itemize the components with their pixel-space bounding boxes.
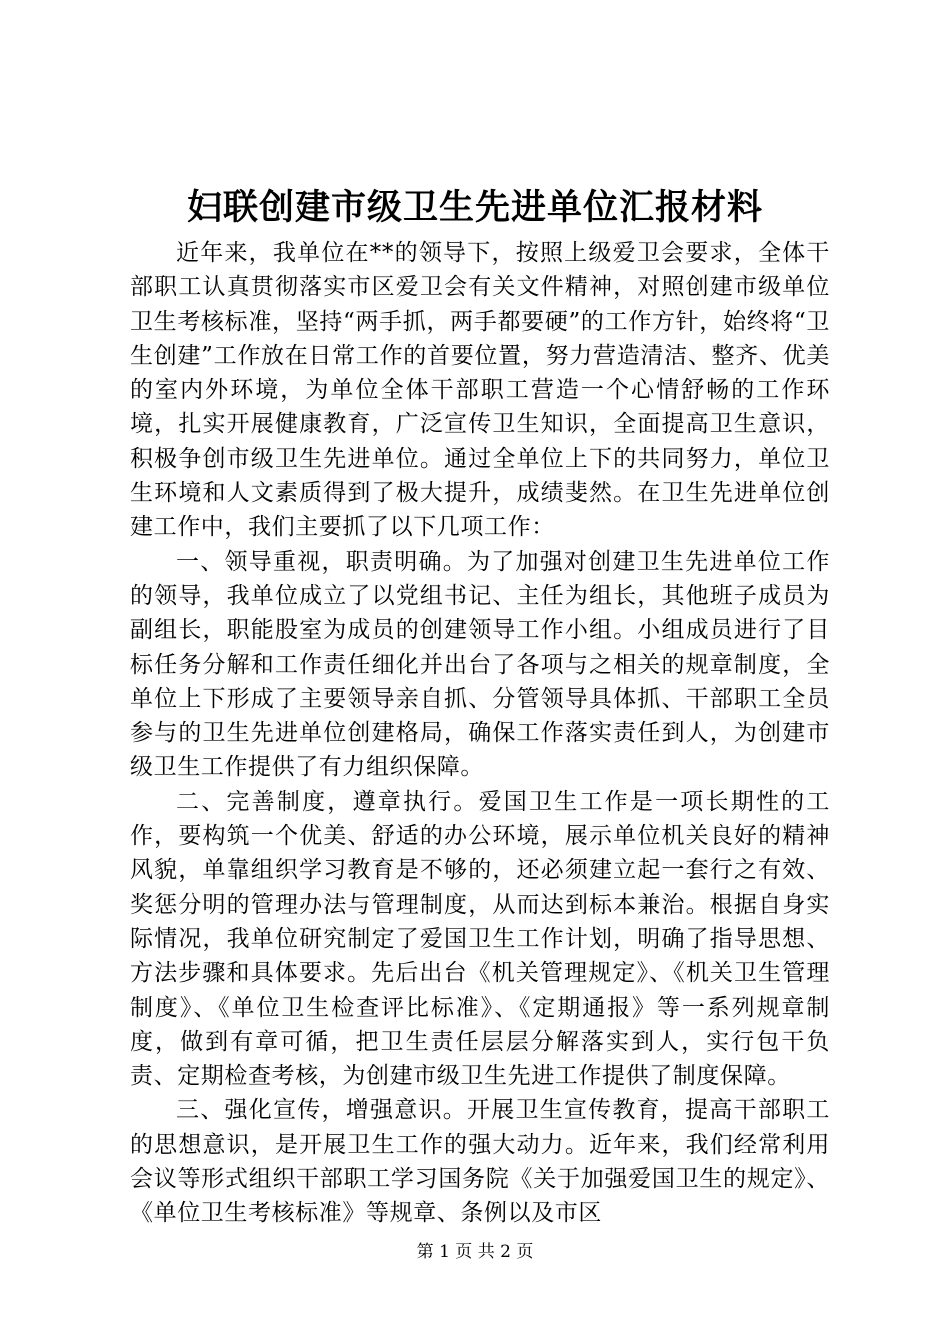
- document-body: [130, 236, 830, 1231]
- paragraph-section-1: 一、领导重视，职责明确。为了加强对创建卫生先进单位工作的领导，我单位成立了以党组书记、主任为组长，其他班子成员为副组长，职能股室为成员的创建领导工作小组。小组成员进行了目标任务分解和工作责任细化并出台了各项与之相关的规章制度，全单位上下形成了主要领导亲自抓、分管领导具体抓、干部职工全员参与的卫生先进单位创建格局，确保工作落实责任到人，为创建市级卫生工作提供了有力组织保障。: [130, 548, 830, 781]
- paragraph-section-3: 三、强化宣传，增强意识。开展卫生宣传教育，提高干部职工的思想意识，是开展卫生工作的强大动力。近年来，我们经常利用会议等形式组织干部职工学习国务院《关于加强爱国卫生的规定》、《单位卫生考核标准》等规章、条例以及市区: [130, 1097, 830, 1227]
- paragraph-intro: 近年来，我单位在**的领导下，按照上级爱卫会要求，全体干部职工认真贯彻落实市区爱卫会有关文件精神，对照创建市级单位卫生考核标准，坚持“两手抓，两手都要硬”的工作方针，始终将“卫生创建”工作放在日常工作的首要位置，努力营造清洁、整齐、优美的室内外环境，为单位全体干部职工营造一个心情舒畅的工作环境，扎实开展健康教育，广泛宣传卫生知识，全面提高卫生意识，积极争创市级卫生先进单位。通过全单位上下的共同努力，单位卫生环境和人文素质得到了极大提升，成绩斐然。在卫生先进单位创建工作中，我们主要抓了以下几项工作：: [130, 240, 830, 541]
- document-title: 妇联创建市级卫生先进单位汇报材料: [186, 187, 763, 228]
- paragraph-section-2: 二、完善制度，遵章执行。爱国卫生工作是一项长期性的工作，要构筑一个优美、舒适的办公环境，展示单位机关良好的精神风貌，单靠组织学习教育是不够的，还必须建立起一套行之有效、奖惩分明的管理办法与管理制度，从而达到标本兼治。根据自身实际情况，我单位研究制定了爱国卫生工作计划，明确了指导思想、方法步骤和具体要求。先后出台《机关管理规定》、《机关卫生管理制度》、《单位卫生检查评比标准》、《定期通报》等一系列规章制度，做到有章可循，把卫生责任层层分解落实到人，实行包干负责、定期检查考核，为创建市级卫生先进工作提供了制度保障。: [130, 788, 830, 1090]
- page-footer: 第 1 页 共 2 页: [416, 1242, 534, 1262]
